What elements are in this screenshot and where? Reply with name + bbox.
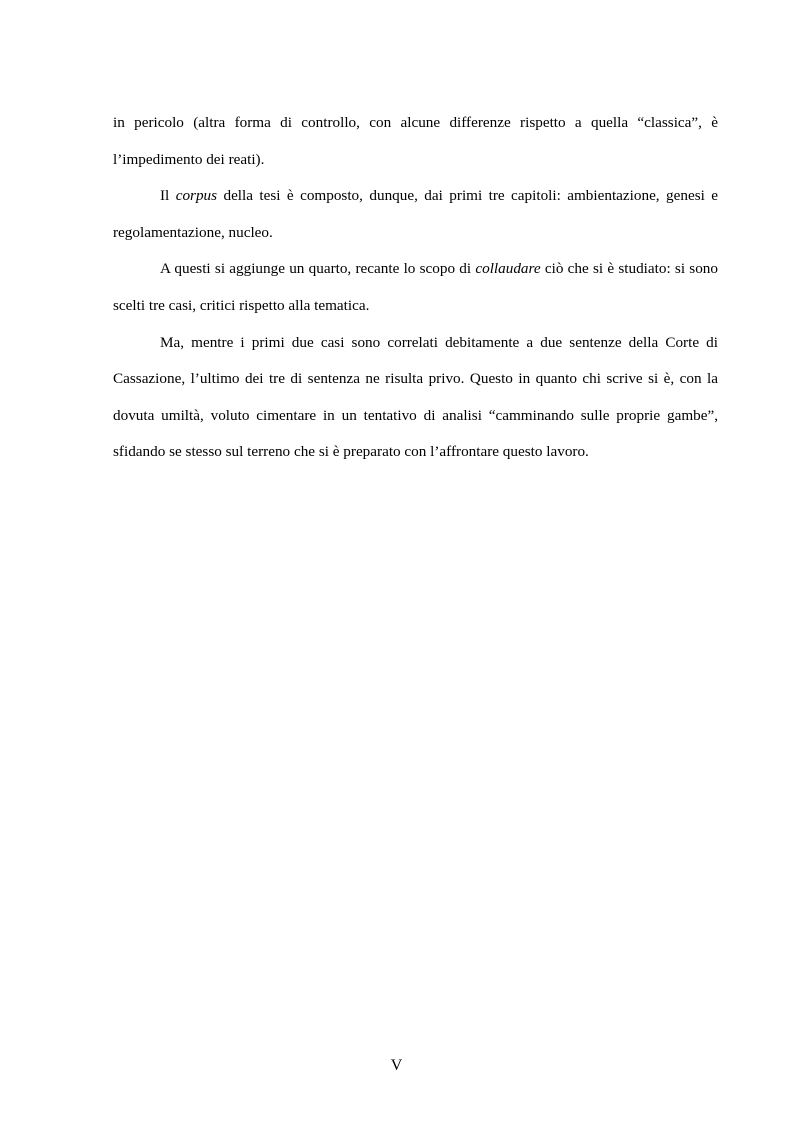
page-number: V [390,1057,403,1074]
paragraph-text: A questi si aggiunge un quarto, recante lo scopo di [160,260,476,278]
italic-term-collaudare: collaudare [475,260,541,278]
paragraph-text: in pericolo (altra forma di controllo, con alcune differenze rispetto a quella “classica”, è l’impedimento dei reati). [113,114,718,168]
paragraph-text: Il [160,187,176,205]
paragraph-text: Ma, mentre i primi due casi sono correlati debitamente a due sentenze della Corte di Cassazione, l’ultimo dei tre di sentenza ne risulta privo. Questo in quanto chi scrive si è, con la dovuta umiltà, voluto cimentare in un tentativo di analisi “camminando sulle proprie gambe”, sfidando se stesso sul terreno che si è preparato con l’affrontare questo lavoro. [113,333,718,461]
body-text [113,105,718,471]
paragraph-corpus [113,178,718,251]
paragraph-text: ciò che si è studiato: si sono scelti tre casi, critici rispetto alla tematica. [113,260,718,314]
paragraph-fourth-chapter [113,251,718,324]
paragraph-text: della tesi è composto, dunque, dai primi tre capitoli: ambientazione, genesi e regolamentazione, nucleo. [113,187,718,241]
paragraph-cases [113,325,718,471]
paragraph-continuation [113,105,718,178]
italic-term-corpus: corpus [175,187,218,205]
